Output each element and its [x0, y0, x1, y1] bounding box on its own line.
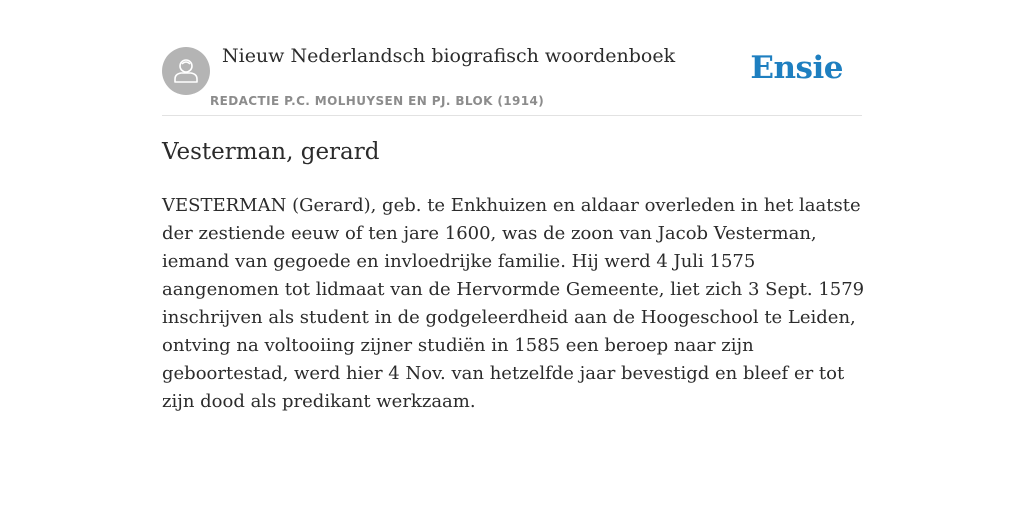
book-editors: REDACTIE P.C. MOLHUYSEN EN PJ. BLOK (1914) — [210, 94, 545, 108]
ensie-logo[interactable]: Ensie — [750, 50, 843, 86]
book-title-link[interactable]: Nieuw Nederlandsch biografisch woordenboek — [222, 45, 676, 67]
user-icon — [162, 47, 210, 95]
entry-body: VESTERMAN (Gerard), geb. te Enkhuizen en aldaar overleden in het laatste der zestiende eeuw of ten jare 1600, was de zoon van Jacob Vesterman, iemand van gegoede en invloedrijke familie. Hij werd 4 Juli 1575 aangenomen tot lidmaat van de Hervormde Gemeente, liet zich 3 Sept. 1579 inschrijven als student in de godgeleerdheid aan de Hoogeschool te Leiden, ontving na voltooiing zijner studiën in 1585 een beroep naar zijn geboortestad, werd hier 4 Nov. van hetzelfde jaar bevestigd en bleef er tot zijn dood als predikant werkzaam. — [162, 195, 865, 412]
author-avatar[interactable] — [162, 47, 210, 95]
entry-title: Vesterman, gerard — [162, 139, 380, 165]
book-header — [162, 40, 862, 116]
